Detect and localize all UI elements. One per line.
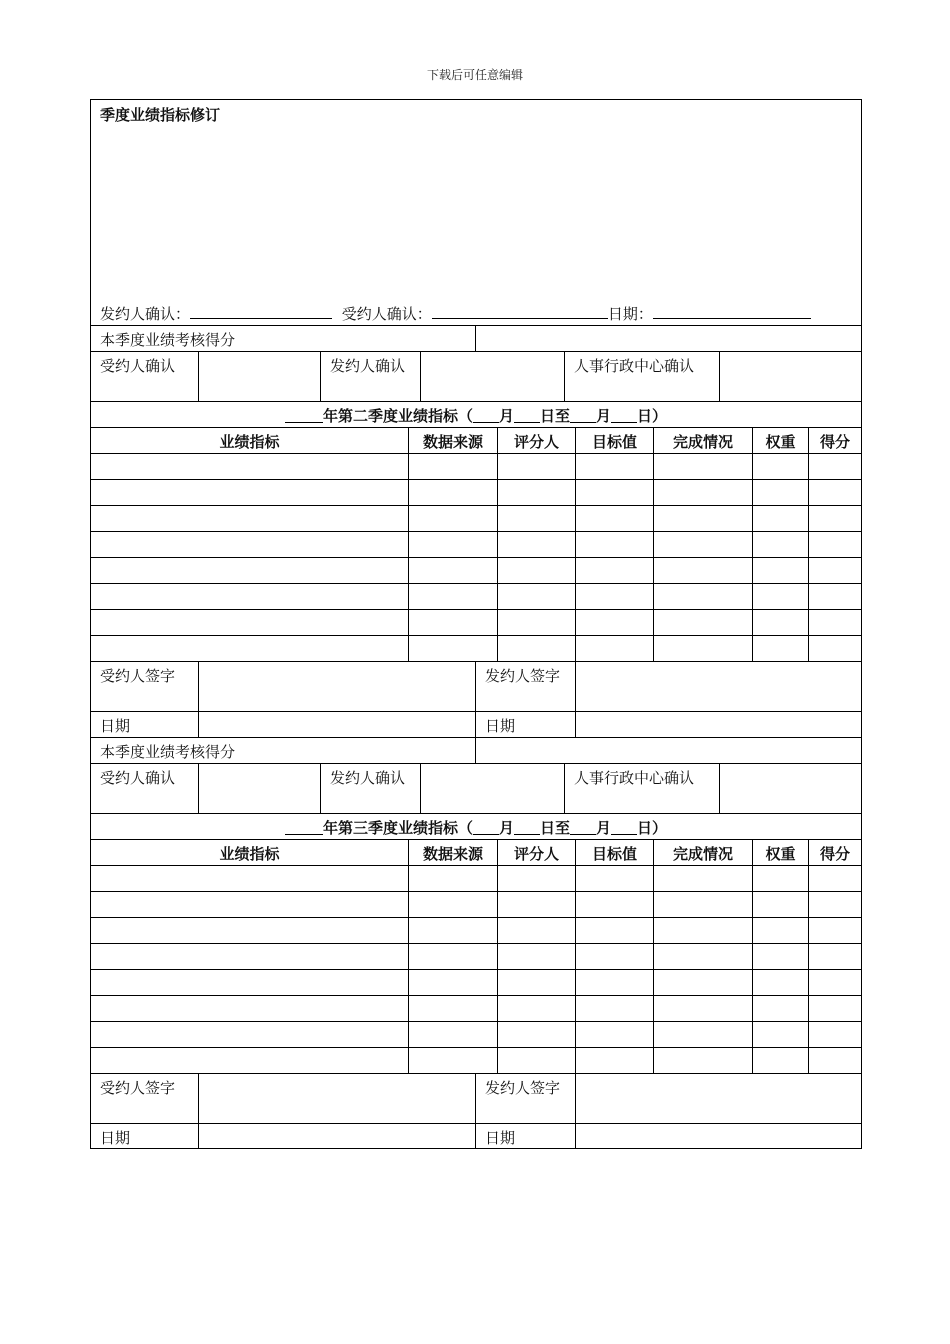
scorer-cell[interactable] <box>498 1022 576 1047</box>
q2-data-rows <box>91 453 861 661</box>
date-field-2[interactable] <box>576 712 861 737</box>
data-source-cell[interactable] <box>409 480 498 505</box>
q3-title: 年第三季度业绩指标（ 月 日至 月 日） <box>91 816 861 841</box>
data-source-cell[interactable] <box>409 918 498 943</box>
scorer-cell[interactable] <box>498 506 576 531</box>
target-cell[interactable] <box>576 1022 654 1047</box>
date-label-2: 日期 <box>476 1124 576 1148</box>
col-completion: 完成情况 <box>654 428 753 453</box>
weight-cell[interactable] <box>753 944 809 969</box>
score-cell[interactable] <box>809 454 861 479</box>
receiver-confirm-field[interactable] <box>199 764 321 813</box>
col-indicator: 业绩指标 <box>91 840 409 865</box>
q2-header-row <box>91 427 861 453</box>
weight-cell[interactable] <box>753 532 809 557</box>
score-cell[interactable] <box>809 944 861 969</box>
data-source-cell[interactable] <box>409 1022 498 1047</box>
indicator-cell[interactable] <box>91 918 409 943</box>
revision-title: 季度业绩指标修订 <box>100 106 221 124</box>
completion-cell[interactable] <box>654 454 753 479</box>
data-source-cell[interactable] <box>409 1048 498 1073</box>
table-row <box>91 453 861 479</box>
issuer-confirm-label: 发约人确认 <box>321 764 421 813</box>
table-row <box>91 891 861 917</box>
indicator-cell[interactable] <box>91 1048 409 1073</box>
weight-cell[interactable] <box>753 454 809 479</box>
receiver-sign-field[interactable] <box>199 1074 476 1123</box>
weight-cell[interactable] <box>753 1048 809 1073</box>
receiver-sign-label: 受约人签字 <box>91 662 199 711</box>
target-cell[interactable] <box>576 892 654 917</box>
date-field[interactable] <box>653 300 811 319</box>
indicator-cell[interactable] <box>91 480 409 505</box>
table-row <box>91 865 861 891</box>
issuer-confirm-label: 发约人确认： <box>100 305 191 323</box>
data-source-cell[interactable] <box>409 996 498 1021</box>
score-cell[interactable] <box>809 892 861 917</box>
weight-cell[interactable] <box>753 558 809 583</box>
scorer-cell[interactable] <box>498 584 576 609</box>
issuer-sign-label: 发约人签字 <box>476 662 576 711</box>
completion-cell[interactable] <box>654 944 753 969</box>
indicator-cell[interactable] <box>91 610 409 635</box>
target-cell[interactable] <box>576 866 654 891</box>
receiver-sign-field[interactable] <box>199 662 476 711</box>
indicator-cell[interactable] <box>91 636 409 661</box>
q2-score-row <box>91 737 861 763</box>
completion-cell[interactable] <box>654 1048 753 1073</box>
indicator-cell[interactable] <box>91 454 409 479</box>
score-cell[interactable] <box>809 480 861 505</box>
data-source-cell[interactable] <box>409 532 498 557</box>
table-row <box>91 995 861 1021</box>
receiver-confirm-label: 受约人确认： <box>341 305 432 323</box>
table-row <box>91 635 861 661</box>
target-cell[interactable] <box>576 480 654 505</box>
target-cell[interactable] <box>576 970 654 995</box>
completion-cell[interactable] <box>654 506 753 531</box>
col-weight: 权重 <box>753 428 809 453</box>
confirm-row <box>91 351 861 401</box>
weight-cell[interactable] <box>753 636 809 661</box>
table-row <box>91 943 861 969</box>
q3-header-row <box>91 839 861 865</box>
target-cell[interactable] <box>576 610 654 635</box>
completion-cell[interactable] <box>654 636 753 661</box>
completion-cell[interactable] <box>654 866 753 891</box>
table-row <box>91 531 861 557</box>
q3-day2-blank[interactable] <box>611 817 637 835</box>
target-cell[interactable] <box>576 636 654 661</box>
completion-cell[interactable] <box>654 558 753 583</box>
col-weight: 权重 <box>753 840 809 865</box>
hr-confirm-field[interactable] <box>720 352 861 401</box>
score-row <box>91 325 861 351</box>
scorer-cell[interactable] <box>498 558 576 583</box>
score-cell[interactable] <box>809 918 861 943</box>
completion-cell[interactable] <box>654 892 753 917</box>
table-row <box>91 1047 861 1073</box>
target-cell[interactable] <box>576 454 654 479</box>
target-cell[interactable] <box>576 918 654 943</box>
q3-year-blank[interactable] <box>285 817 323 835</box>
completion-cell[interactable] <box>654 584 753 609</box>
q2-month2-blank[interactable] <box>570 405 596 423</box>
col-target: 目标值 <box>576 428 654 453</box>
issuer-sign-field[interactable] <box>576 662 861 711</box>
indicator-cell[interactable] <box>91 506 409 531</box>
table-row <box>91 917 861 943</box>
score-cell[interactable] <box>809 1048 861 1073</box>
target-cell[interactable] <box>576 584 654 609</box>
table-row <box>91 1021 861 1047</box>
completion-cell[interactable] <box>654 480 753 505</box>
receiver-confirm-field[interactable] <box>432 300 608 319</box>
date-field[interactable] <box>199 712 476 737</box>
q2-day-blank[interactable] <box>514 405 540 423</box>
col-target: 目标值 <box>576 840 654 865</box>
weight-cell[interactable] <box>753 866 809 891</box>
completion-cell[interactable] <box>654 1022 753 1047</box>
table-row <box>91 505 861 531</box>
data-source-cell[interactable] <box>409 584 498 609</box>
issuer-sign-field[interactable] <box>576 1074 861 1123</box>
target-cell[interactable] <box>576 506 654 531</box>
receiver-confirm-field[interactable] <box>199 352 321 401</box>
score-cell[interactable] <box>809 506 861 531</box>
completion-cell[interactable] <box>654 610 753 635</box>
issuer-confirm-field[interactable] <box>421 352 565 401</box>
issuer-confirm-field[interactable] <box>421 764 565 813</box>
score-cell[interactable] <box>809 970 861 995</box>
target-cell[interactable] <box>576 944 654 969</box>
q2-confirm-row <box>91 763 861 813</box>
scorer-cell[interactable] <box>498 1048 576 1073</box>
revision-signature-line <box>100 300 811 324</box>
issuer-confirm-label: 发约人确认 <box>321 352 421 401</box>
issuer-sign-label: 发约人签字 <box>476 1074 576 1123</box>
target-cell[interactable] <box>576 532 654 557</box>
col-data-source: 数据来源 <box>409 840 498 865</box>
score-label: 本季度业绩考核得分 <box>91 738 476 763</box>
scorer-cell[interactable] <box>498 944 576 969</box>
weight-cell[interactable] <box>753 506 809 531</box>
q2-title-row <box>91 401 861 427</box>
date-label: 日期： <box>607 305 653 323</box>
indicator-cell[interactable] <box>91 584 409 609</box>
indicator-cell[interactable] <box>91 892 409 917</box>
score-cell[interactable] <box>809 584 861 609</box>
q2-date-row <box>91 711 861 737</box>
score-cell[interactable] <box>809 636 861 661</box>
data-source-cell[interactable] <box>409 892 498 917</box>
target-cell[interactable] <box>576 996 654 1021</box>
score-cell[interactable] <box>809 558 861 583</box>
col-completion: 完成情况 <box>654 840 753 865</box>
hr-confirm-label: 人事行政中心确认 <box>565 764 720 813</box>
indicator-cell[interactable] <box>91 532 409 557</box>
q3-title-row <box>91 813 861 839</box>
col-data-source: 数据来源 <box>409 428 498 453</box>
indicator-cell[interactable] <box>91 866 409 891</box>
q3-month2-blank[interactable] <box>570 817 596 835</box>
data-source-cell[interactable] <box>409 558 498 583</box>
table-row <box>91 557 861 583</box>
weight-cell[interactable] <box>753 918 809 943</box>
table-row <box>91 583 861 609</box>
score-label: 本季度业绩考核得分 <box>91 326 476 351</box>
date-label: 日期 <box>91 712 199 737</box>
revision-section <box>91 100 861 325</box>
indicator-cell[interactable] <box>91 996 409 1021</box>
performance-form <box>90 99 862 1149</box>
indicator-cell[interactable] <box>91 944 409 969</box>
table-row <box>91 609 861 635</box>
q2-sign-row <box>91 661 861 711</box>
score-cell[interactable] <box>809 996 861 1021</box>
completion-cell[interactable] <box>654 970 753 995</box>
target-cell[interactable] <box>576 1048 654 1073</box>
score-field[interactable] <box>476 738 861 763</box>
weight-cell[interactable] <box>753 480 809 505</box>
score-field[interactable] <box>476 326 861 351</box>
date-label-2: 日期 <box>476 712 576 737</box>
q3-month-blank[interactable] <box>473 817 499 835</box>
scorer-cell[interactable] <box>498 480 576 505</box>
page-header-note: 下载后可任意编辑 <box>426 68 523 82</box>
weight-cell[interactable] <box>753 610 809 635</box>
col-indicator: 业绩指标 <box>91 428 409 453</box>
scorer-cell[interactable] <box>498 610 576 635</box>
score-cell[interactable] <box>809 866 861 891</box>
scorer-cell[interactable] <box>498 918 576 943</box>
q2-year-blank[interactable] <box>285 405 323 423</box>
scorer-cell[interactable] <box>498 996 576 1021</box>
score-cell[interactable] <box>809 532 861 557</box>
q3-day-blank[interactable] <box>514 817 540 835</box>
q2-day2-blank[interactable] <box>611 405 637 423</box>
q3-sign-row <box>91 1073 861 1123</box>
receiver-confirm-label: 受约人确认 <box>91 352 199 401</box>
col-score: 得分 <box>819 433 850 451</box>
weight-cell[interactable] <box>753 1022 809 1047</box>
weight-cell[interactable] <box>753 892 809 917</box>
data-source-cell[interactable] <box>409 970 498 995</box>
scorer-cell[interactable] <box>498 970 576 995</box>
score-cell[interactable] <box>809 610 861 635</box>
hr-confirm-field[interactable] <box>720 764 861 813</box>
completion-cell[interactable] <box>654 532 753 557</box>
scorer-cell[interactable] <box>498 892 576 917</box>
date-field[interactable] <box>199 1124 476 1148</box>
receiver-sign-label: 受约人签字 <box>91 1074 199 1123</box>
weight-cell[interactable] <box>753 584 809 609</box>
q3-data-rows <box>91 865 861 1073</box>
scorer-cell[interactable] <box>498 454 576 479</box>
date-field-2[interactable] <box>576 1124 861 1148</box>
completion-cell[interactable] <box>654 996 753 1021</box>
weight-cell[interactable] <box>753 996 809 1021</box>
scorer-cell[interactable] <box>498 866 576 891</box>
scorer-cell[interactable] <box>498 532 576 557</box>
weight-cell[interactable] <box>753 970 809 995</box>
target-cell[interactable] <box>576 558 654 583</box>
data-source-cell[interactable] <box>409 610 498 635</box>
hr-confirm-label: 人事行政中心确认 <box>565 352 720 401</box>
col-scorer: 评分人 <box>498 840 576 865</box>
data-source-cell[interactable] <box>409 636 498 661</box>
table-row <box>91 479 861 505</box>
q3-date-row <box>91 1123 861 1148</box>
data-source-cell[interactable] <box>409 866 498 891</box>
data-source-cell[interactable] <box>409 506 498 531</box>
data-source-cell[interactable] <box>409 944 498 969</box>
indicator-cell[interactable] <box>91 970 409 995</box>
q2-title: 年第二季度业绩指标（ 月 日至 月 日） <box>91 404 861 429</box>
col-score: 得分 <box>819 845 850 863</box>
score-cell[interactable] <box>809 1022 861 1047</box>
issuer-confirm-field[interactable] <box>190 300 332 319</box>
indicator-cell[interactable] <box>91 1022 409 1047</box>
col-scorer: 评分人 <box>498 428 576 453</box>
data-source-cell[interactable] <box>409 454 498 479</box>
indicator-cell[interactable] <box>91 558 409 583</box>
q2-month-blank[interactable] <box>473 405 499 423</box>
date-label: 日期 <box>91 1124 199 1148</box>
table-row <box>91 969 861 995</box>
receiver-confirm-label: 受约人确认 <box>91 764 199 813</box>
completion-cell[interactable] <box>654 918 753 943</box>
scorer-cell[interactable] <box>498 636 576 661</box>
